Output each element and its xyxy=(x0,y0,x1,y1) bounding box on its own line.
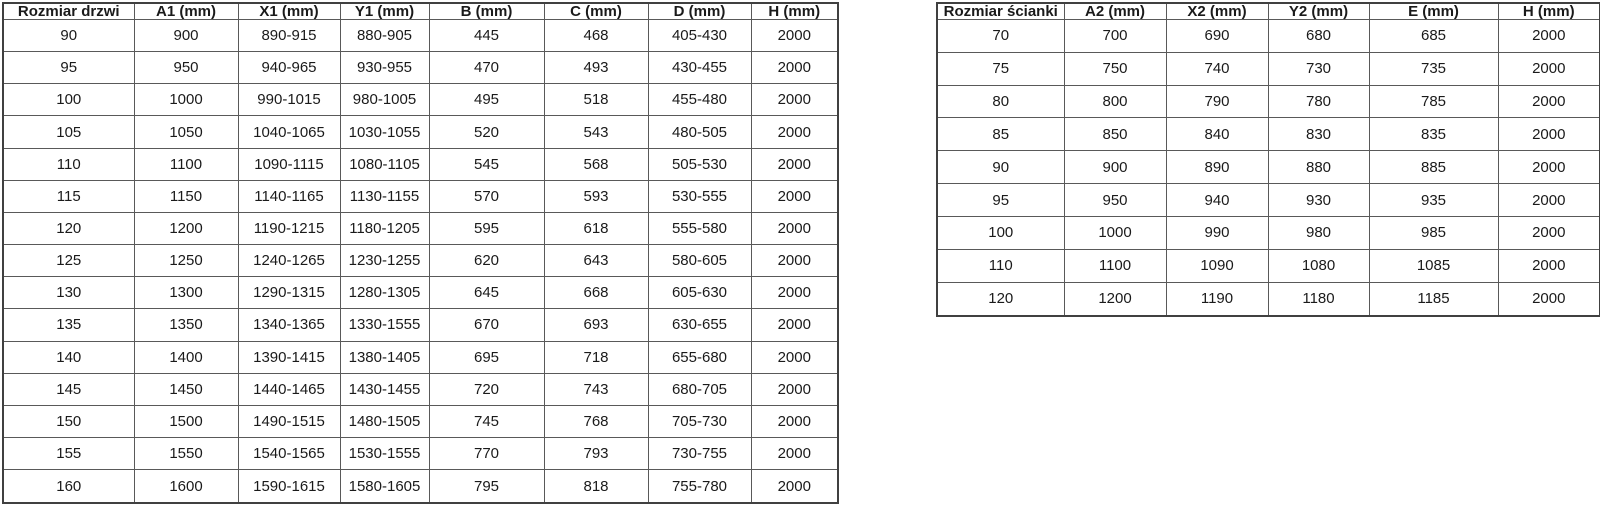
table-row xyxy=(937,85,1600,118)
table-cell: 800 xyxy=(1064,85,1166,118)
table-cell: 940-965 xyxy=(238,52,340,84)
table-row xyxy=(937,216,1600,249)
table-cell: 1100 xyxy=(1064,249,1166,282)
table-cell: 735 xyxy=(1369,52,1498,85)
table-cell: 1490-1515 xyxy=(238,405,340,437)
table-cell: 520 xyxy=(429,116,544,148)
table-cell: 493 xyxy=(544,52,648,84)
table-cell: 1000 xyxy=(134,84,238,116)
table-cell: 145 xyxy=(3,373,134,405)
table-cell: 1580-1605 xyxy=(340,470,429,503)
table-cell: 790 xyxy=(1166,85,1268,118)
table-cell: 2000 xyxy=(751,470,838,503)
table-cell: 695 xyxy=(429,341,544,373)
table-cell: 785 xyxy=(1369,85,1498,118)
table-cell: 690 xyxy=(1166,20,1268,53)
table-cell: 718 xyxy=(544,341,648,373)
table-cell: 745 xyxy=(429,405,544,437)
table-cell: 2000 xyxy=(751,52,838,84)
table-cell: 605-630 xyxy=(648,277,751,309)
table-row xyxy=(3,84,838,116)
table-cell: 545 xyxy=(429,148,544,180)
table-cell: 890 xyxy=(1166,151,1268,184)
table-cell: 990-1015 xyxy=(238,84,340,116)
table-cell: 2000 xyxy=(751,405,838,437)
table-cell: 518 xyxy=(544,84,648,116)
table-cell: 115 xyxy=(3,180,134,212)
table-cell: 445 xyxy=(429,20,544,52)
table-cell: 1590-1615 xyxy=(238,470,340,503)
table-cell: 80 xyxy=(937,85,1064,118)
table-cell: 593 xyxy=(544,180,648,212)
doors-table-header xyxy=(3,3,838,20)
table-row xyxy=(3,52,838,84)
table-cell: 100 xyxy=(937,216,1064,249)
table-cell: 890-915 xyxy=(238,20,340,52)
table-cell: 885 xyxy=(1369,151,1498,184)
table-cell: 630-655 xyxy=(648,309,751,341)
table-cell: 1500 xyxy=(134,405,238,437)
table-cell: 155 xyxy=(3,438,134,470)
table-cell: 140 xyxy=(3,341,134,373)
table-row xyxy=(937,282,1600,316)
table-cell: 935 xyxy=(1369,184,1498,217)
table-cell: 985 xyxy=(1369,216,1498,249)
column-header: B (mm) xyxy=(429,3,544,20)
table-cell: 70 xyxy=(937,20,1064,53)
table-cell: 1240-1265 xyxy=(238,245,340,277)
table-cell: 2000 xyxy=(1498,20,1600,53)
table-row xyxy=(937,20,1600,53)
table-cell: 1040-1065 xyxy=(238,116,340,148)
table-cell: 2000 xyxy=(751,309,838,341)
table-cell: 880-905 xyxy=(340,20,429,52)
table-cell: 1000 xyxy=(1064,216,1166,249)
table-cell: 670 xyxy=(429,309,544,341)
table-cell: 685 xyxy=(1369,20,1498,53)
table-cell: 818 xyxy=(544,470,648,503)
table-cell: 620 xyxy=(429,245,544,277)
table-cell: 110 xyxy=(3,148,134,180)
table-cell: 1200 xyxy=(134,212,238,244)
table-cell: 1430-1455 xyxy=(340,373,429,405)
walls-spec-table xyxy=(936,2,1600,317)
table-cell: 980 xyxy=(1268,216,1369,249)
table-cell: 795 xyxy=(429,470,544,503)
doors-table-body xyxy=(3,20,838,504)
table-cell: 880 xyxy=(1268,151,1369,184)
table-cell: 530-555 xyxy=(648,180,751,212)
table-cell: 730-755 xyxy=(648,438,751,470)
column-header: C (mm) xyxy=(544,3,648,20)
table-cell: 1380-1405 xyxy=(340,341,429,373)
table-row xyxy=(937,118,1600,151)
table-cell: 90 xyxy=(3,20,134,52)
table-cell: 930-955 xyxy=(340,52,429,84)
table-cell: 495 xyxy=(429,84,544,116)
table-cell: 2000 xyxy=(751,373,838,405)
table-cell: 1050 xyxy=(134,116,238,148)
walls-table-header xyxy=(937,3,1600,20)
table-cell: 2000 xyxy=(1498,52,1600,85)
table-cell: 2000 xyxy=(751,341,838,373)
table-row xyxy=(3,116,838,148)
table-cell: 950 xyxy=(1064,184,1166,217)
table-cell: 1400 xyxy=(134,341,238,373)
table-cell: 1190 xyxy=(1166,282,1268,316)
table-cell: 980-1005 xyxy=(340,84,429,116)
column-header: X1 (mm) xyxy=(238,3,340,20)
table-cell: 580-605 xyxy=(648,245,751,277)
walls-header-row xyxy=(937,3,1600,20)
table-cell: 1090 xyxy=(1166,249,1268,282)
table-cell: 480-505 xyxy=(648,116,751,148)
table-row xyxy=(3,341,838,373)
table-cell: 1190-1215 xyxy=(238,212,340,244)
table-cell: 770 xyxy=(429,438,544,470)
doors-spec-table xyxy=(2,2,839,504)
table-cell: 2000 xyxy=(1498,151,1600,184)
table-cell: 110 xyxy=(937,249,1064,282)
table-cell: 2000 xyxy=(751,148,838,180)
table-row xyxy=(3,212,838,244)
column-header: X2 (mm) xyxy=(1166,3,1268,20)
table-cell: 570 xyxy=(429,180,544,212)
table-cell: 135 xyxy=(3,309,134,341)
table-cell: 2000 xyxy=(751,20,838,52)
table-cell: 1085 xyxy=(1369,249,1498,282)
table-cell: 1540-1565 xyxy=(238,438,340,470)
column-header: E (mm) xyxy=(1369,3,1498,20)
table-cell: 900 xyxy=(134,20,238,52)
table-cell: 505-530 xyxy=(648,148,751,180)
table-cell: 120 xyxy=(937,282,1064,316)
table-row xyxy=(3,277,838,309)
table-cell: 1300 xyxy=(134,277,238,309)
table-cell: 950 xyxy=(134,52,238,84)
table-cell: 850 xyxy=(1064,118,1166,151)
table-cell: 2000 xyxy=(751,180,838,212)
table-cell: 835 xyxy=(1369,118,1498,151)
table-cell: 1140-1165 xyxy=(238,180,340,212)
table-cell: 990 xyxy=(1166,216,1268,249)
table-row xyxy=(3,405,838,437)
table-cell: 105 xyxy=(3,116,134,148)
table-row xyxy=(3,438,838,470)
table-row xyxy=(937,151,1600,184)
table-cell: 1150 xyxy=(134,180,238,212)
table-cell: 1080-1105 xyxy=(340,148,429,180)
table-cell: 1440-1465 xyxy=(238,373,340,405)
table-cell: 2000 xyxy=(1498,216,1600,249)
table-row xyxy=(3,180,838,212)
column-header: Y2 (mm) xyxy=(1268,3,1369,20)
table-cell: 2000 xyxy=(751,438,838,470)
table-cell: 680-705 xyxy=(648,373,751,405)
table-cell: 405-430 xyxy=(648,20,751,52)
table-cell: 1100 xyxy=(134,148,238,180)
doors-header-row xyxy=(3,3,838,20)
table-cell: 100 xyxy=(3,84,134,116)
column-header: Y1 (mm) xyxy=(340,3,429,20)
table-cell: 700 xyxy=(1064,20,1166,53)
table-row xyxy=(3,20,838,52)
column-header: A2 (mm) xyxy=(1064,3,1166,20)
column-header: D (mm) xyxy=(648,3,751,20)
table-cell: 90 xyxy=(937,151,1064,184)
table-cell: 2000 xyxy=(751,245,838,277)
table-cell: 455-480 xyxy=(648,84,751,116)
table-cell: 1280-1305 xyxy=(340,277,429,309)
table-cell: 680 xyxy=(1268,20,1369,53)
table-row xyxy=(937,184,1600,217)
table-cell: 1080 xyxy=(1268,249,1369,282)
table-row xyxy=(3,245,838,277)
table-cell: 705-730 xyxy=(648,405,751,437)
table-cell: 1180-1205 xyxy=(340,212,429,244)
table-cell: 430-455 xyxy=(648,52,751,84)
table-cell: 930 xyxy=(1268,184,1369,217)
table-cell: 470 xyxy=(429,52,544,84)
table-cell: 1090-1115 xyxy=(238,148,340,180)
table-cell: 643 xyxy=(544,245,648,277)
table-cell: 150 xyxy=(3,405,134,437)
table-cell: 793 xyxy=(544,438,648,470)
table-cell: 830 xyxy=(1268,118,1369,151)
column-header: H (mm) xyxy=(1498,3,1600,20)
table-cell: 95 xyxy=(937,184,1064,217)
table-cell: 720 xyxy=(429,373,544,405)
table-row xyxy=(937,52,1600,85)
table-cell: 1340-1365 xyxy=(238,309,340,341)
table-cell: 740 xyxy=(1166,52,1268,85)
table-cell: 743 xyxy=(544,373,648,405)
table-cell: 130 xyxy=(3,277,134,309)
table-cell: 2000 xyxy=(1498,118,1600,151)
table-cell: 1130-1155 xyxy=(340,180,429,212)
table-cell: 555-580 xyxy=(648,212,751,244)
table-cell: 595 xyxy=(429,212,544,244)
walls-table-body xyxy=(937,20,1600,317)
table-row xyxy=(3,309,838,341)
table-cell: 160 xyxy=(3,470,134,503)
column-header: H (mm) xyxy=(751,3,838,20)
table-cell: 125 xyxy=(3,245,134,277)
table-cell: 95 xyxy=(3,52,134,84)
table-cell: 1390-1415 xyxy=(238,341,340,373)
table-row xyxy=(3,470,838,503)
table-cell: 1600 xyxy=(134,470,238,503)
table-row xyxy=(3,148,838,180)
table-cell: 1450 xyxy=(134,373,238,405)
table-cell: 1250 xyxy=(134,245,238,277)
table-row xyxy=(937,249,1600,282)
table-cell: 750 xyxy=(1064,52,1166,85)
table-cell: 618 xyxy=(544,212,648,244)
table-cell: 900 xyxy=(1064,151,1166,184)
table-cell: 1550 xyxy=(134,438,238,470)
table-cell: 668 xyxy=(544,277,648,309)
table-cell: 2000 xyxy=(1498,184,1600,217)
table-cell: 1030-1055 xyxy=(340,116,429,148)
table-cell: 645 xyxy=(429,277,544,309)
table-cell: 2000 xyxy=(1498,249,1600,282)
table-cell: 568 xyxy=(544,148,648,180)
table-cell: 2000 xyxy=(751,116,838,148)
table-cell: 1480-1505 xyxy=(340,405,429,437)
table-cell: 940 xyxy=(1166,184,1268,217)
column-header: Rozmiar drzwi xyxy=(3,3,134,20)
table-cell: 1290-1315 xyxy=(238,277,340,309)
table-cell: 780 xyxy=(1268,85,1369,118)
table-cell: 1180 xyxy=(1268,282,1369,316)
table-cell: 120 xyxy=(3,212,134,244)
table-cell: 693 xyxy=(544,309,648,341)
column-header: Rozmiar ścianki xyxy=(937,3,1064,20)
table-cell: 2000 xyxy=(751,84,838,116)
column-header: A1 (mm) xyxy=(134,3,238,20)
table-cell: 655-680 xyxy=(648,341,751,373)
table-row xyxy=(3,373,838,405)
table-cell: 543 xyxy=(544,116,648,148)
table-cell: 2000 xyxy=(751,212,838,244)
table-cell: 840 xyxy=(1166,118,1268,151)
table-cell: 468 xyxy=(544,20,648,52)
table-cell: 1200 xyxy=(1064,282,1166,316)
table-cell: 755-780 xyxy=(648,470,751,503)
table-cell: 1330-1555 xyxy=(340,309,429,341)
table-cell: 2000 xyxy=(751,277,838,309)
table-cell: 75 xyxy=(937,52,1064,85)
table-cell: 1530-1555 xyxy=(340,438,429,470)
table-cell: 2000 xyxy=(1498,282,1600,316)
table-cell: 2000 xyxy=(1498,85,1600,118)
table-cell: 730 xyxy=(1268,52,1369,85)
table-cell: 1230-1255 xyxy=(340,245,429,277)
table-cell: 1185 xyxy=(1369,282,1498,316)
table-cell: 85 xyxy=(937,118,1064,151)
table-cell: 768 xyxy=(544,405,648,437)
table-cell: 1350 xyxy=(134,309,238,341)
